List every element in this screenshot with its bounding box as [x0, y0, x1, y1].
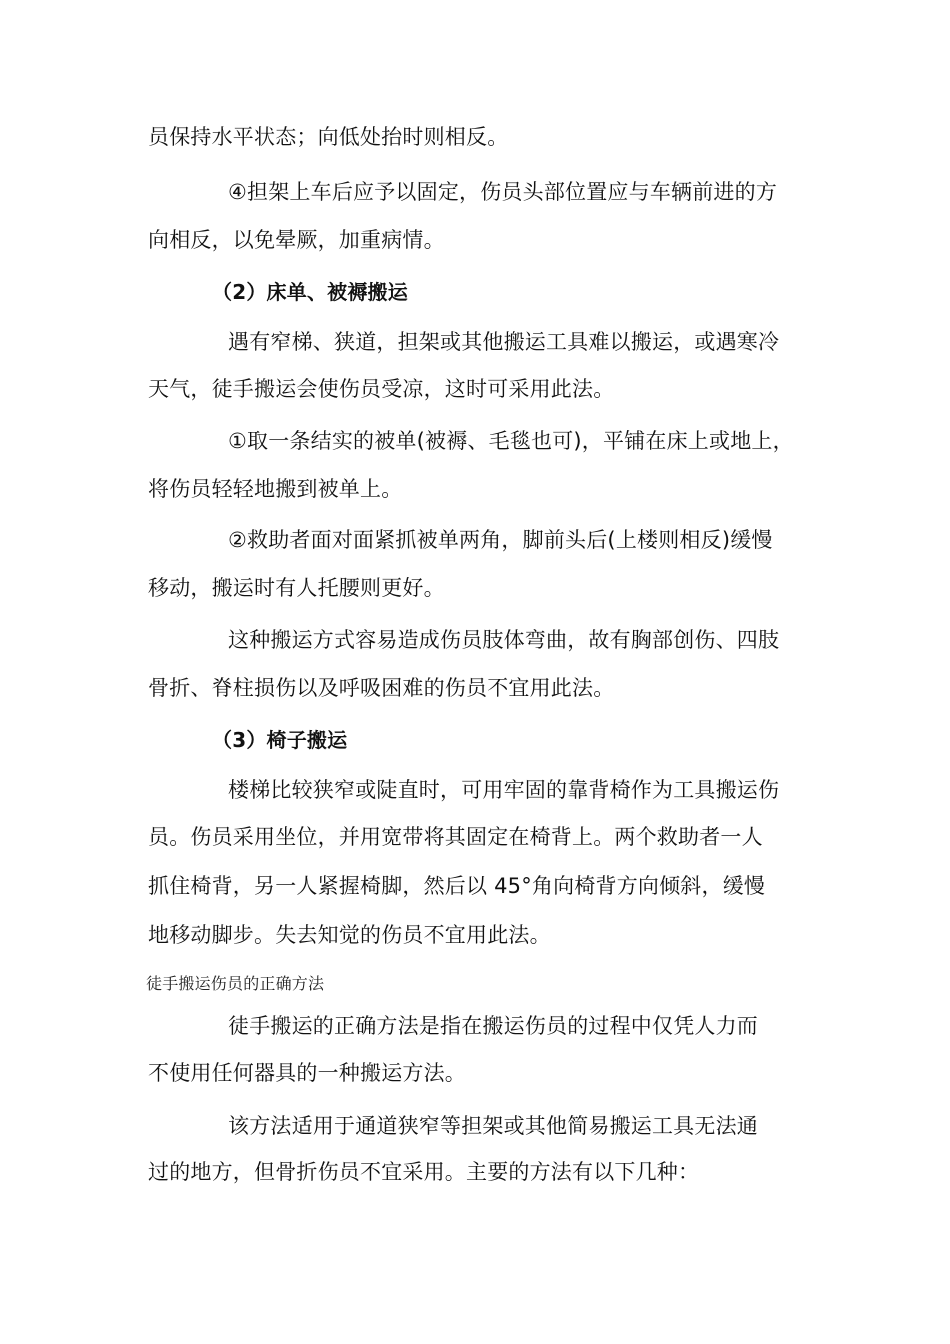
- subsection-title: 徒手搬运伤员的正确方法: [146, 974, 325, 993]
- paragraph-line: 移动，搬运时有人托腰则更好。: [148, 576, 445, 600]
- section-heading: （2）床单、被褥搬运: [212, 280, 408, 304]
- paragraph-line: 地移动脚步。失去知觉的伤员不宜用此法。: [148, 923, 551, 947]
- paragraph-line: ①取一条结实的被单(被褥、毛毯也可)，平铺在床上或地上，: [228, 429, 794, 453]
- paragraph-line: 该方法适用于通道狭窄等担架或其他简易搬运工具无法通: [228, 1114, 758, 1138]
- paragraph-line: ④担架上车后应予以固定，伤员头部位置应与车辆前进的方: [228, 180, 778, 204]
- paragraph-line: 骨折、脊柱损伤以及呼吸困难的伤员不宜用此法。: [148, 676, 615, 700]
- paragraph-line: 抓住椅背，另一人紧握椅脚，然后以 45°角向椅背方向倾斜，缓慢: [148, 874, 766, 898]
- paragraph-line: 员。伤员采用坐位，并用宽带将其固定在椅背上。两个救助者一人: [148, 825, 763, 849]
- paragraph-line: 员保持水平状态；向低处抬时则相反。: [148, 125, 509, 149]
- paragraph-line: 向相反，以免晕厥，加重病情。: [148, 228, 445, 252]
- paragraph-line: ②救助者面对面紧抓被单两角，脚前头后(上楼则相反)缓慢: [228, 528, 773, 552]
- section-heading: （3）椅子搬运: [212, 728, 348, 752]
- paragraph-line: 这种搬运方式容易造成伤员肢体弯曲，故有胸部创伤、四肢: [228, 628, 780, 652]
- paragraph-line: 楼梯比较狭窄或陡直时，可用牢固的靠背椅作为工具搬运伤: [228, 778, 780, 802]
- paragraph-line: 不使用任何器具的一种搬运方法。: [148, 1061, 466, 1085]
- paragraph-line: 遇有窄梯、狭道，担架或其他搬运工具难以搬运，或遇寒冷: [228, 330, 780, 354]
- paragraph-line: 徒手搬运的正确方法是指在搬运伤员的过程中仅凭人力而: [228, 1014, 758, 1038]
- paragraph-line: 将伤员轻轻地搬到被单上。: [148, 477, 403, 501]
- paragraph-line: 过的地方，但骨折伤员不宜采用。主要的方法有以下几种：: [148, 1160, 700, 1184]
- paragraph-line: 天气，徒手搬运会使伤员受凉，这时可采用此法。: [148, 377, 615, 401]
